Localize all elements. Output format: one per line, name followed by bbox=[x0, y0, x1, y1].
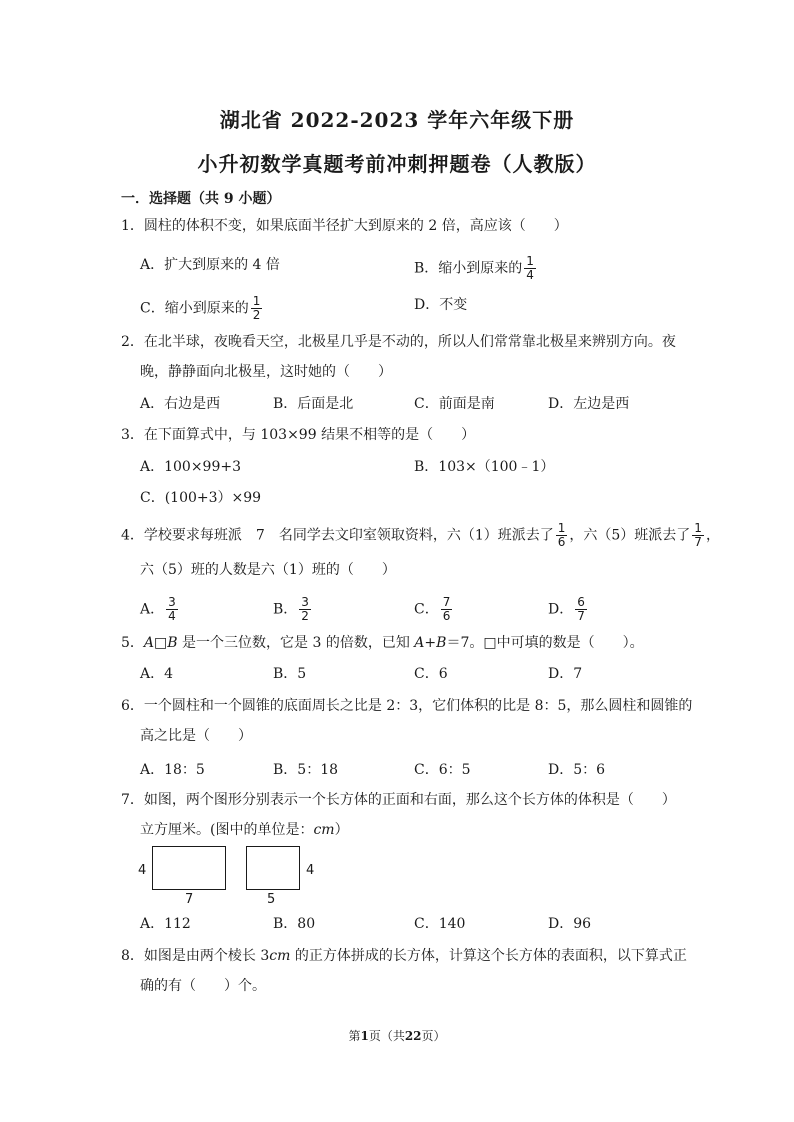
question-8-stem-line1: 8．如图是由两个棱长 3cm 的正方体拼成的长方体，计算这个长方体的表面积，以下算式正 bbox=[121, 948, 687, 964]
question-5-option-b: B．5 bbox=[273, 666, 307, 682]
fraction: $\frac{6}{7}$ bbox=[577, 595, 585, 623]
question-4-option-a: A． $\frac{3}{4}$ bbox=[140, 595, 176, 623]
right-face-width-label: 5 bbox=[267, 892, 276, 907]
question-4-option-b: B． $\frac{3}{2}$ bbox=[273, 595, 309, 623]
fraction: $\frac{3}{4}$ bbox=[168, 595, 176, 623]
question-6-stem-line1: 6．一个圆柱和一个圆锥的底面周长之比是 2：3，它们体积的比是 8：5，那么圆柱和圆锥的 bbox=[121, 698, 693, 714]
question-3-stem: 3．在下面算式中，与 103×99 结果不相等的是（ ） bbox=[121, 427, 476, 443]
question-7-stem-line1: 7．如图，两个图形分别表示一个长方体的正面和右面，那么这个长方体的体积是（ ） bbox=[121, 792, 676, 808]
question-4-stem-line2: 六（5）班的人数是六（1）班的（ ） bbox=[140, 562, 396, 578]
fraction: $\frac{1}{2}$ bbox=[252, 294, 261, 322]
document-title: 湖北省 2022-2023 学年六年级下册 bbox=[219, 108, 575, 132]
total-pages: 22 bbox=[404, 1029, 422, 1043]
question-1-option-a: A．扩大到原来的 4 倍 bbox=[140, 257, 280, 273]
question-4-stem-line1: 4．学校要求每班派 7 名同学去文印室领取资料，六（1）班派去了 $\frac{1}{6}$ ，六（5）班派去了 $\frac{1}{7}$ ， bbox=[121, 521, 720, 549]
question-6-option-a: A．18：5 bbox=[140, 762, 205, 778]
question-7-option-a: A．112 bbox=[140, 916, 191, 932]
question-7-option-b: B．80 bbox=[273, 916, 316, 932]
question-6-option-d: D．5：6 bbox=[548, 762, 606, 778]
question-2-stem-line1: 2．在北半球，夜晚看天空，北极星几乎是不动的，所以人们常常靠北极星来辨别方向。夜 bbox=[121, 334, 676, 350]
question-1-option-c: C．缩小到原来的 $\frac{1}{2}$ bbox=[140, 294, 261, 322]
fraction: $\frac{1}{6}$ bbox=[557, 521, 566, 549]
front-face-width-label: 7 bbox=[185, 892, 194, 907]
question-5-stem: 5．A□B 是一个三位数，它是 3 的倍数，已知 A+B＝7。□中可填的数是（ ）。 bbox=[121, 635, 644, 651]
fraction: $\frac{1}{7}$ bbox=[694, 521, 702, 549]
question-2-option-b: B．后面是北 bbox=[273, 396, 354, 412]
question-7-option-c: C．140 bbox=[414, 916, 466, 932]
question-7-option-d: D．96 bbox=[548, 916, 592, 932]
front-face-height-label: 4 bbox=[138, 863, 147, 878]
question-4-option-d: D． $\frac{6}{7}$ bbox=[548, 595, 585, 623]
question-5-option-a: A．4 bbox=[140, 666, 174, 682]
question-1-stem: 1．圆柱的体积不变，如果底面半径扩大到原来的 2 倍，高应该（ ） bbox=[121, 218, 568, 234]
front-face-rectangle bbox=[152, 846, 226, 890]
right-face-height-label: 4 bbox=[306, 863, 315, 878]
question-2-option-c: C．前面是南 bbox=[414, 396, 495, 412]
document-subtitle: 小升初数学真题考前冲刺押题卷（人教版） bbox=[197, 152, 597, 176]
question-2-option-a: A．右边是西 bbox=[140, 396, 221, 412]
right-face-rectangle bbox=[246, 846, 300, 890]
question-1-option-d: D．不变 bbox=[414, 297, 468, 313]
question-6-stem-line2: 高之比是（ ） bbox=[140, 728, 252, 744]
question-3-option-c: C．(100+3）×99 bbox=[140, 490, 262, 506]
question-5-option-c: C．6 bbox=[414, 666, 448, 682]
question-6-option-b: B．5：18 bbox=[273, 762, 339, 778]
question-2-stem-line2: 晚，静静面向北极星，这时她的（ ） bbox=[140, 364, 392, 380]
question-6-option-c: C．6：5 bbox=[414, 762, 471, 778]
current-page-number: 1 bbox=[360, 1029, 369, 1043]
question-2-option-d: D．左边是西 bbox=[548, 396, 630, 412]
fraction: $\frac{1}{4}$ bbox=[526, 254, 534, 282]
question-1-option-b: B．缩小到原来的 $\frac{1}{4}$ bbox=[414, 254, 534, 282]
fraction: $\frac{3}{2}$ bbox=[301, 595, 309, 623]
question-4-option-c: C． $\frac{7}{6}$ bbox=[414, 595, 451, 623]
fraction: $\frac{7}{6}$ bbox=[442, 595, 451, 623]
section-heading: 一．选择题（共 9 小题） bbox=[121, 191, 281, 207]
page-footer: 第1页（共22页） bbox=[348, 1029, 446, 1043]
question-5-option-d: D．7 bbox=[548, 666, 583, 682]
question-7-stem-line2: 立方厘米。(图中的单位是：cm） bbox=[140, 822, 349, 838]
question-3-option-b: B．103×（100﹣1） bbox=[414, 459, 555, 475]
question-3-option-a: A．100×99+3 bbox=[140, 459, 242, 475]
question-8-stem-line2: 确的有（ ）个。 bbox=[140, 978, 266, 994]
